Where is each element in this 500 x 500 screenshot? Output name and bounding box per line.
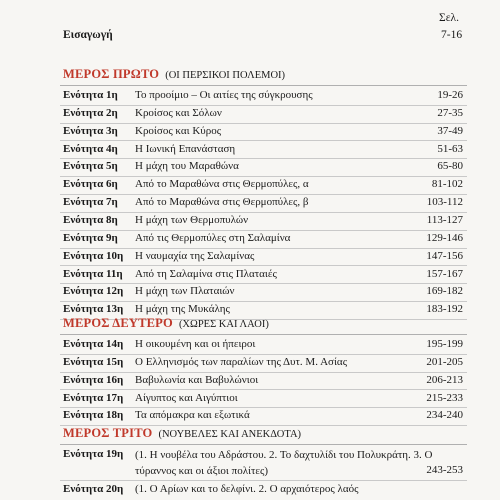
toc-pages: 243-253 xyxy=(426,464,463,476)
intro-entry-label: Εισαγωγή xyxy=(63,29,113,41)
toc-pages: 81-102 xyxy=(431,178,463,191)
toc-title: Η ναυμαχία της Σαλαμίνας xyxy=(135,249,255,262)
toc-row xyxy=(60,266,467,285)
toc-row xyxy=(60,354,467,373)
toc-title: Βαβυλωνία και Βαβυλώνιοι xyxy=(135,373,259,386)
toc-row xyxy=(60,372,467,391)
part1-divider xyxy=(60,85,467,86)
toc-pages: 206-213 xyxy=(426,373,463,386)
part2-divider xyxy=(60,334,467,335)
toc-unit-label: Ενότητα 19η xyxy=(63,448,124,460)
toc-row xyxy=(60,283,467,302)
toc-unit-label: Ενότητα 18η xyxy=(63,409,124,422)
toc-row xyxy=(60,176,467,195)
toc-pages: 234-240 xyxy=(426,409,463,422)
toc-unit-label: Ενότητα 20η xyxy=(63,482,124,495)
toc-title: Η μάχη των Πλαταιών xyxy=(135,285,235,298)
toc-unit-label: Ενότητα 5η xyxy=(63,160,118,173)
toc-title: Η Ιωνική Επανάσταση xyxy=(135,142,236,155)
toc-row xyxy=(60,446,467,481)
toc-pages: 215-233 xyxy=(426,391,463,404)
toc-row xyxy=(60,390,467,409)
toc-unit-label: Ενότητα 3η xyxy=(63,124,118,137)
toc-pages: 27-35 xyxy=(437,106,463,119)
part1-subtitle: (ΟΙ ΠΕΡΣΙΚΟΙ ΠΟΛΕΜΟΙ) xyxy=(165,70,286,81)
toc-title: Η μάχη της Μυκάλης xyxy=(135,303,230,316)
part3-subtitle: (ΝΟΥΒΕΛΕΣ ΚΑΙ ΑΝΕΚΔΟΤΑ) xyxy=(158,429,302,440)
toc-pages: 113-127 xyxy=(426,213,463,226)
toc-title: Από το Μαραθώνα στις Θερμοπύλες, α xyxy=(135,178,309,191)
toc-unit-label: Ενότητα 7η xyxy=(63,196,118,209)
toc-pages: 51-63 xyxy=(437,142,463,155)
toc-title: Αίγυπτος και Αιγύπτιοι xyxy=(135,391,238,404)
toc-title: Από το Μαραθώνα στις Θερμοπύλες, β xyxy=(135,196,309,209)
toc-pages: 19-26 xyxy=(437,89,463,101)
part1-title: ΜΕΡΟΣ ΠΡΩΤΟ xyxy=(63,67,160,81)
part3-divider xyxy=(60,444,467,445)
toc-unit-label: Ενότητα 16η xyxy=(63,373,124,386)
toc-unit-label: Ενότητα 6η xyxy=(63,178,118,191)
toc-unit-label: Ενότητα 13η xyxy=(63,303,124,316)
toc-title: Η μάχη του Μαραθώνα xyxy=(135,160,239,173)
toc-row xyxy=(60,336,467,355)
toc-row xyxy=(60,212,467,231)
page-column-label: Σελ. xyxy=(439,12,459,24)
toc-unit-label: Ενότητα 10η xyxy=(63,249,124,262)
toc-title: Κροίσος και Κύρος xyxy=(135,124,222,137)
toc-row xyxy=(60,87,467,106)
toc-pages: 183-192 xyxy=(426,303,463,316)
toc-title: Τα απόμακρα και εξωτικά xyxy=(135,409,250,422)
part3-heading xyxy=(63,426,301,441)
toc-pages: 169-182 xyxy=(426,285,463,298)
toc-row xyxy=(60,141,467,160)
toc-title: Κροίσος και Σόλων xyxy=(135,106,222,119)
toc-row xyxy=(60,158,467,177)
toc-title: Ο Ελληνισμός των παραλίων της Δυτ. Μ. Ασίας xyxy=(135,355,348,368)
toc-pages: 37-49 xyxy=(437,124,463,137)
toc-row xyxy=(60,123,467,142)
toc-pages: 147-156 xyxy=(426,249,463,262)
part1-heading xyxy=(63,67,285,82)
toc-title: Η μάχη των Θερμοπυλών xyxy=(135,213,249,226)
part2-heading xyxy=(63,316,269,331)
toc-pages: 65-80 xyxy=(437,160,463,173)
toc-unit-label: Ενότητα 15η xyxy=(63,355,124,368)
part2-title: ΜΕΡΟΣ ΔΕΥΤΕΡΟ xyxy=(63,316,173,330)
part3-title: ΜΕΡΟΣ ΤΡΙΤΟ xyxy=(63,426,153,440)
intro-entry-pages: 7-16 xyxy=(441,29,463,41)
toc-row xyxy=(60,248,467,267)
toc-row xyxy=(60,407,467,426)
toc-title: (1. Ο Αρίων και το δελφίνι. 2. Ο αρχαιότερος λαός xyxy=(135,482,359,495)
toc-pages: 195-199 xyxy=(426,338,463,350)
toc-unit-label: Ενότητα 4η xyxy=(63,142,118,155)
toc-unit-label: Ενότητα 17η xyxy=(63,391,124,404)
toc-title: Η οικουμένη και οι ήπειροι xyxy=(135,338,256,350)
toc-title: (1. Η νουβέλα του Αδράστου. 2. Το δαχτυλίδι του Πολυκράτη. 3. Ο τύραννος και οι άξιοι πολίτες) xyxy=(135,449,433,477)
toc-row xyxy=(60,230,467,249)
toc-title: Από τις Θερμοπύλες στη Σαλαμίνα xyxy=(135,231,291,244)
toc-unit-label: Ενότητα 11η xyxy=(63,267,123,280)
toc-unit-label: Ενότητα 12η xyxy=(63,285,124,298)
toc-row xyxy=(60,105,467,124)
toc-pages: 103-112 xyxy=(426,196,463,209)
part2-subtitle: (ΧΩΡΕΣ ΚΑΙ ΛΑΟΙ) xyxy=(178,319,269,330)
toc-row xyxy=(60,481,467,499)
toc-title: Από τη Σαλαμίνα στις Πλαταιές xyxy=(135,267,277,280)
toc-unit-label: Ενότητα 9η xyxy=(63,231,118,244)
toc-row xyxy=(60,194,467,213)
toc-title: Το προοίμιο – Οι αιτίες της σύγκρουσης xyxy=(135,89,313,101)
toc-pages: 157-167 xyxy=(426,267,463,280)
toc-unit-label: Ενότητα 1η xyxy=(63,89,118,101)
toc-pages: 129-146 xyxy=(426,231,463,244)
toc-unit-label: Ενότητα 14η xyxy=(63,338,124,350)
toc-unit-label: Ενότητα 8η xyxy=(63,213,118,226)
toc-pages: 201-205 xyxy=(426,355,463,368)
toc-unit-label: Ενότητα 2η xyxy=(63,106,118,119)
